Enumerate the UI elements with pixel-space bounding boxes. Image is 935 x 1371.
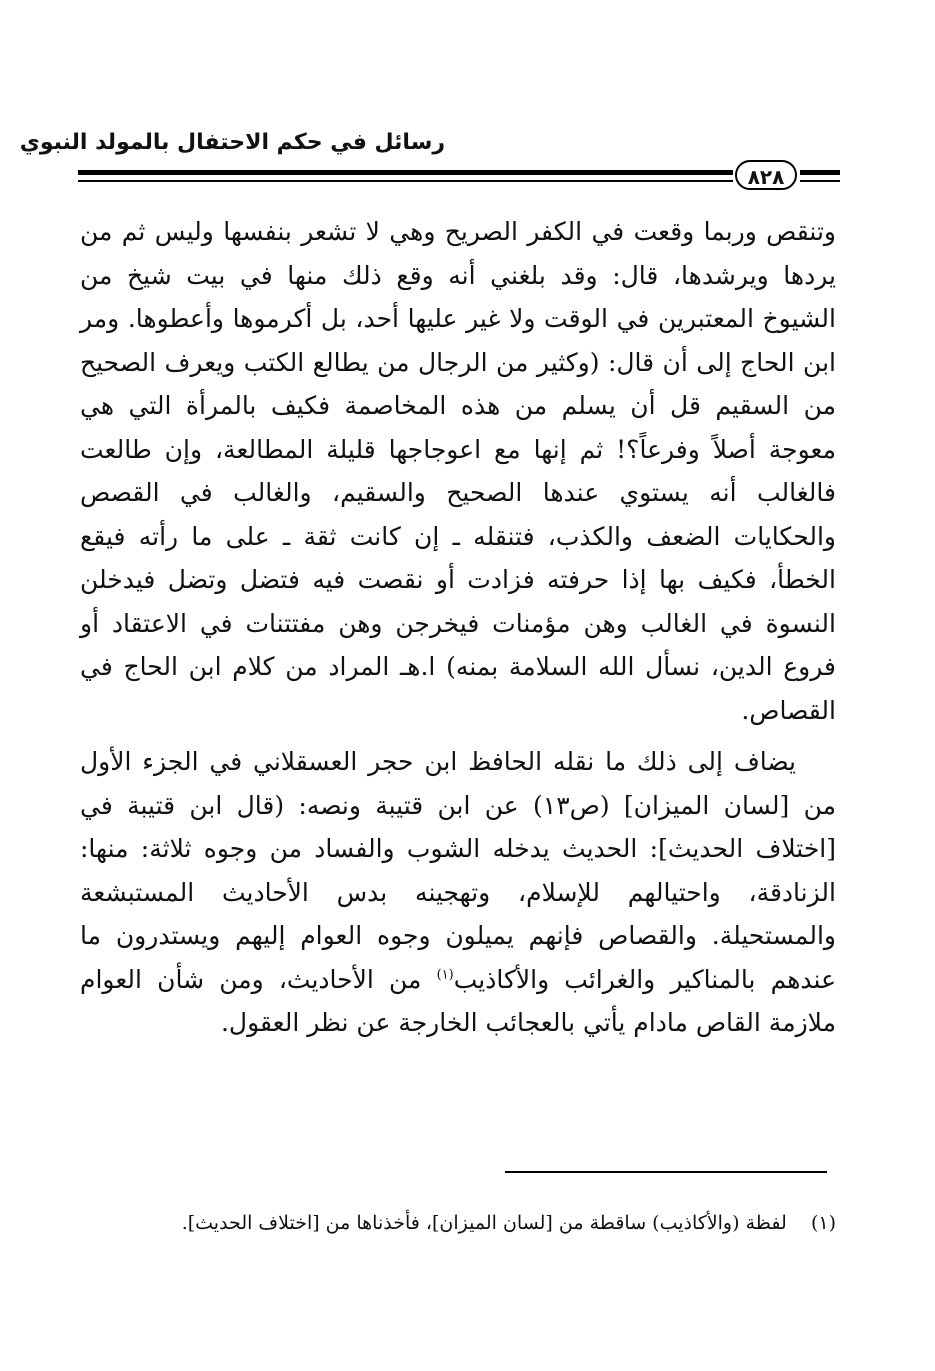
footnote-number: (١) — [810, 1212, 836, 1234]
header-rule-thick — [78, 170, 733, 175]
page-number: ٨٢٨ — [735, 160, 797, 190]
body-text — [80, 210, 836, 1045]
running-title: رسائل في حكم الاحتفال بالمولد النبوي — [19, 130, 445, 155]
paragraph-2-text-b: من الأحاديث، ومن شأن العوام ملازمة القاص مادام يأتي بالعجائب الخارجة عن نظر العقول. — [80, 964, 836, 1037]
footnote-separator — [505, 1171, 827, 1173]
paragraph-1: وتنقص وربما وقعت في الكفر الصريح وهي لا تشعر بنفسها وليس ثم من يردها ويرشدها، قال: وقد بلغني أنه وقع ذلك منها في بيت شيخ من الشيوخ المعتبرين في الوقت ولا غير عليها أحد، بل أكرموها وأعطوها. ومر ابن الحاج إلى أن قال: (وكثير من الرجال من يطالع الكتب ويعرف الصحيح من السقيم قل أن يسلم من هذه المخاصمة فكيف بالمرأة التي هي معوجة أصلاً وفرعاً؟! ثم إنها مع اعوجاجها قليلة المطالعة، وإن طالعت فالغالب أنه يستوي عندها الصحيح والسقيم، والغالب في القصص والحكايات الضعف والكذب، فتنقله ـ إن كانت ثقة ـ على ما رأته فيقع الخطأ، فكيف بها إذا حرفته فزادت أو نقصت فيه فتضل وتضل فيدخلن النسوة في الغالب وهن مؤمنات فيخرجن وهن مفتتنات في الاعتقاد أو فروع الدين، نسأل الله السلامة بمنه) ا.هـ المراد من كلام ابن الحاج في القصاص. — [80, 217, 836, 725]
paragraph-2-text-a: يضاف إلى ذلك ما نقله الحافظ ابن حجر العسقلاني في الجزء الأول من [لسان الميزان] (ص١٣) عن ابن قتيبة ونصه: (قال ابن قتيبة في [اختلاف الحديث]: الحديث يدخله الشوب والفساد من وجوه ثلاثة: منها: الزنادقة، واحتيالهم للإسلام، وتهجينه بدس الأحاديث المستبشعة والمستحيلة. والقصاص فإنهم يميلون وجوه العوام إليهم ويستدرون ما عندهم بالمناكير والغرائب والأكاذيب — [80, 747, 836, 994]
footnote-reference: (١) — [436, 967, 454, 983]
header-rule-right-thick — [800, 170, 840, 175]
footnote-text: لفظة (والأكاذيب) ساقطة من [لسان الميزان]، فأخذناها من [اختلاف الحديث]. — [181, 1212, 787, 1234]
header-rule-right-thin — [800, 180, 840, 182]
header-rule-thin — [78, 180, 733, 182]
paragraph-2 — [80, 740, 836, 1045]
footnote — [80, 1208, 836, 1238]
